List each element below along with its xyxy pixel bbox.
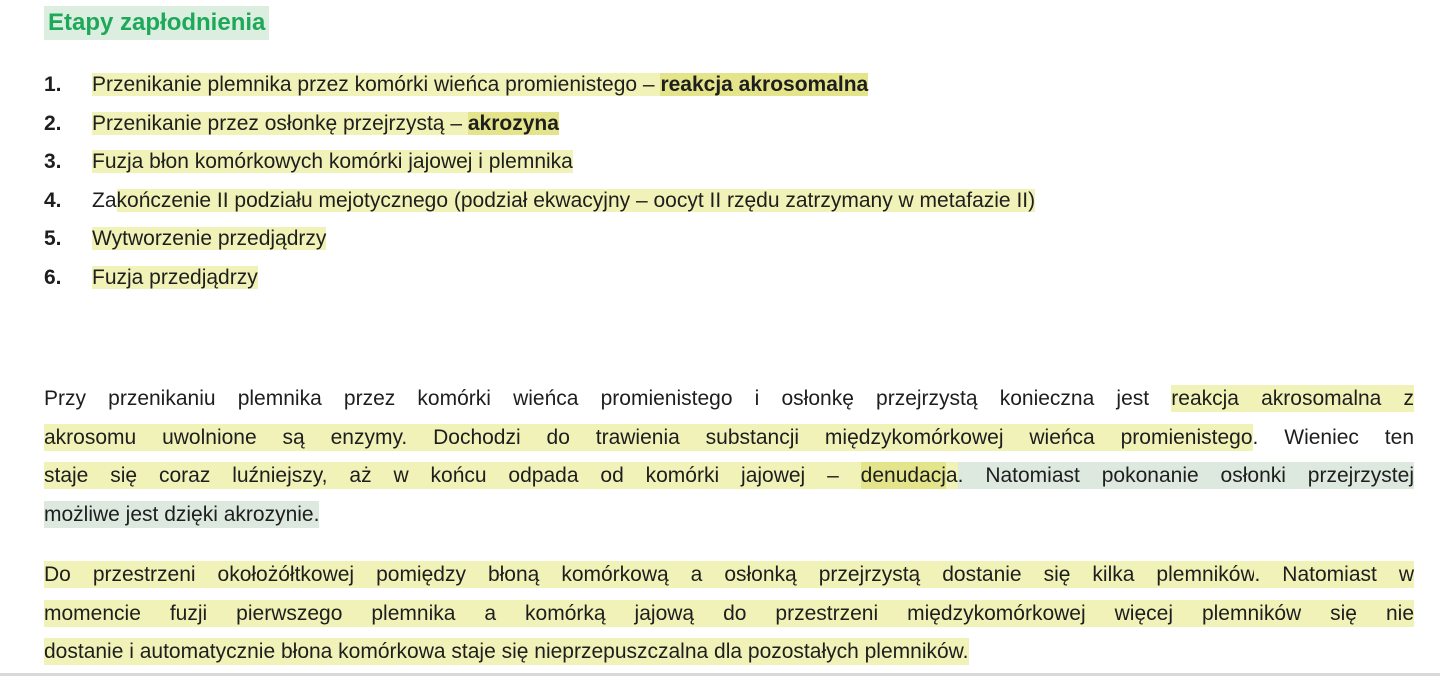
list-number: 2.	[44, 111, 62, 135]
paragraph-line	[44, 496, 1414, 535]
text-run-highlight: . Natomiast w	[1254, 563, 1414, 586]
text-run-highlight: Do przestrzeni okołożółtkowej pomiędzy błoną komórkową a osłonką przejrzystą dostanie się kilka plemników	[44, 563, 1255, 586]
list-item-text: Wytworzenie przedjądrzy	[92, 227, 327, 251]
list-number: 6.	[44, 265, 62, 289]
list-item	[44, 66, 1035, 105]
list-number: 5.	[44, 227, 62, 251]
list-number: 1.	[44, 73, 62, 96]
text-run: . Wieniec ten	[1252, 425, 1415, 449]
list-item	[44, 143, 1035, 182]
text-run-highlight: Dochodzi do trawienia substancji międzykomórkowej wieńca promienistego	[407, 425, 1253, 449]
list-item	[44, 182, 1035, 221]
text-run-highlight: staje się coraz luźniejszy, aż w końcu odpada od komórki jajowej –	[44, 464, 861, 488]
text-run-highlight: momencie fuzji pierwszego plemnika a komórką jajową do przestrzeni międzykomórkowej więcej plemników się nie	[44, 601, 1414, 625]
text-run-highlight: reakcja akrosomalna z	[1171, 387, 1415, 410]
text-run-highlight-strong: denudacj	[860, 464, 946, 488]
list-item-text: Fuzja błon komórkowych komórki jajowej i plemnika	[92, 150, 573, 174]
list-item	[44, 105, 1035, 144]
text-run-highlight-teal: . Natomiast pokonanie osłonki przejrzystej	[957, 464, 1414, 488]
fertilization-steps-list	[44, 66, 1035, 298]
text-run-highlight-teal: możliwe jest dzięki akrozynie.	[44, 502, 320, 526]
paragraph-line	[44, 380, 1414, 419]
paragraph-line	[44, 457, 1414, 496]
list-number: 4.	[44, 188, 62, 212]
paragraph-acrosome	[44, 380, 1414, 534]
section-heading: Etapy zapłodnienia	[44, 6, 269, 40]
paragraph-perivitelline	[44, 556, 1414, 672]
text-run: Przy przenikaniu plemnika przez komórki wieńca promienistego i osłonkę przejrzystą konieczna jest	[44, 387, 1172, 410]
list-item-text: kończenie II podziału mejotycznego (podział ekwacyjny – oocyt II rzędu zatrzymany w metafazie II)	[116, 188, 1036, 212]
paragraph-line	[44, 595, 1414, 634]
paragraph-line	[44, 633, 1414, 672]
paragraph-line	[44, 419, 1414, 458]
paragraph-line	[44, 556, 1414, 595]
text-run-highlight: a	[945, 464, 958, 488]
list-item-text: Przenikanie plemnika przez komórki wieńca promienistego –	[92, 73, 661, 96]
list-item-text: Fuzja przedjądrzy	[92, 265, 258, 289]
list-item	[44, 259, 1035, 298]
list-item-text-prefix: Za	[92, 188, 117, 212]
list-item-text: Przenikanie przez osłonkę przejrzystą –	[92, 111, 468, 135]
text-run-highlight: akrosomu uwolnione są enzymy.	[44, 425, 408, 449]
list-item	[44, 220, 1035, 259]
list-number: 3.	[44, 150, 62, 174]
text-run-highlight: dostanie i automatycznie błona komórkowa staje się nieprzepuszczalna dla pozostałych plemników.	[44, 640, 969, 664]
list-item-bold-term: akrozyna	[467, 111, 559, 135]
list-item-bold-term: reakcja akrosomalna	[660, 73, 869, 96]
